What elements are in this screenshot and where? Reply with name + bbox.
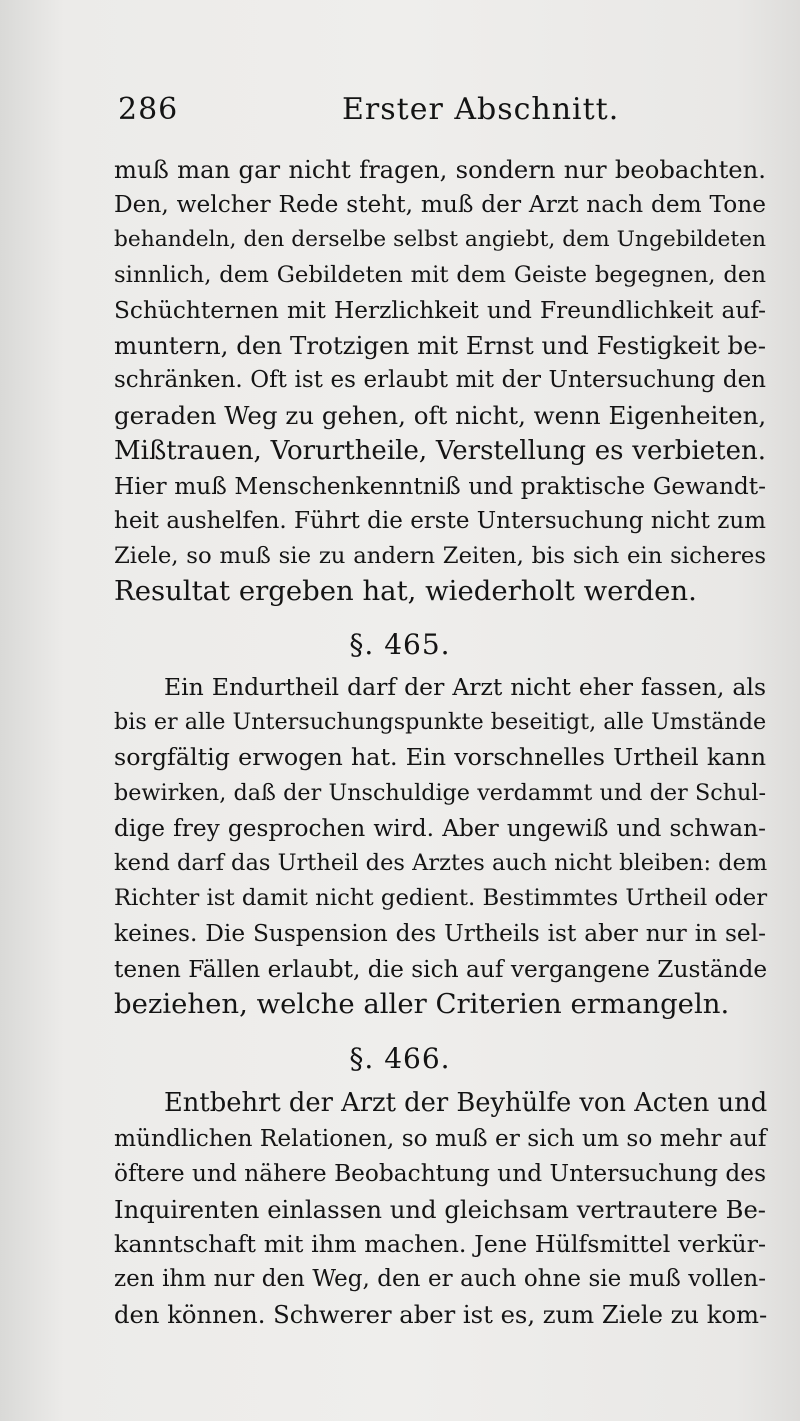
- section-heading-465: §. 465.: [349, 628, 451, 661]
- text-line: geraden Weg zu gehen, oft nicht, wenn Eigenheiten,: [114, 401, 767, 431]
- text-line: behandeln, den derselbe selbst angiebt, dem Ungebildeten: [114, 227, 766, 253]
- text-line: sorgfältig erwogen hat. Ein vorschnelles Urtheil kann: [114, 743, 766, 772]
- page-header: [118, 92, 678, 140]
- text-line: Ziele, so muß sie zu andern Zeiten, bis sich ein sicheres: [114, 543, 766, 570]
- text-line: öftere und nähere Beobachtung und Untersuchung des: [114, 1160, 766, 1188]
- page-number: 286: [118, 92, 179, 127]
- text-line: kanntschaft mit ihm machen. Jene Hülfsmittel verkür-: [114, 1229, 766, 1258]
- text-line: Ein Endurtheil darf der Arzt nicht eher fassen, als: [164, 673, 766, 701]
- text-line: dige frey gesprochen wird. Aber ungewiß und schwan-: [114, 814, 766, 842]
- text-line: schränken. Oft ist es erlaubt mit der Untersuchung den: [114, 367, 766, 394]
- paragraph-continued: [114, 152, 766, 609]
- text-line: mündlichen Relationen, so muß er sich um so mehr auf: [114, 1125, 767, 1153]
- text-line: bewirken, daß der Unschuldige verdammt und der Schul-: [114, 779, 766, 806]
- running-head: Erster Abschnitt.: [342, 92, 620, 127]
- section-465-paragraph: [114, 670, 766, 1022]
- text-line: zen ihm nur den Weg, den er auch ohne sie muß vollen-: [114, 1265, 766, 1292]
- text-line: keines. Die Suspension des Urtheils ist aber nur in sel-: [114, 920, 766, 948]
- text-line: Entbehrt der Arzt der Beyhülfe von Acten und: [164, 1088, 768, 1118]
- text-line: heit aushelfen. Führt die erste Untersuchung nicht zum: [114, 507, 766, 534]
- text-line: den können. Schwerer aber ist es, zum Ziele zu kom-: [114, 1300, 768, 1330]
- text-line: muntern, den Trotzigen mit Ernst und Festigkeit be-: [114, 330, 766, 360]
- section-466-paragraph: [114, 1086, 766, 1332]
- text-line: beziehen, welche aller Criterien ermangeln.: [114, 987, 730, 1020]
- text-line: Den, welcher Rede steht, muß der Arzt nach dem Tone: [114, 191, 766, 219]
- text-line: Inquirenten einlassen und gleichsam vertrautere Be-: [114, 1194, 766, 1224]
- text-line: muß man gar nicht fragen, sondern nur beobachten.: [114, 155, 766, 184]
- section-heading-466: §. 466.: [349, 1042, 451, 1075]
- text-line: Schüchternen mit Herzlichkeit und Freundlichkeit auf-: [114, 296, 766, 324]
- text-line: Hier muß Menschenkenntniß und praktische Gewandt-: [114, 472, 766, 500]
- text-line: kend darf das Urtheil des Arztes auch nicht bleiben: dem: [114, 849, 768, 876]
- text-line: sinnlich, dem Gebildeten mit dem Geiste begegnen, den: [114, 261, 766, 288]
- text-line: Mißtrauen, Vorurtheile, Verstellung es verbieten.: [114, 435, 766, 466]
- text-line: Resultat ergeben hat, wiederholt werden.: [114, 575, 697, 608]
- text-line: bis er alle Untersuchungspunkte beseitigt, alle Umstände: [114, 709, 767, 736]
- text-line: tenen Fällen erlaubt, die sich auf vergangene Zustände: [114, 955, 768, 983]
- text-line: Richter ist damit nicht gedient. Bestimmtes Urtheil oder: [114, 885, 768, 912]
